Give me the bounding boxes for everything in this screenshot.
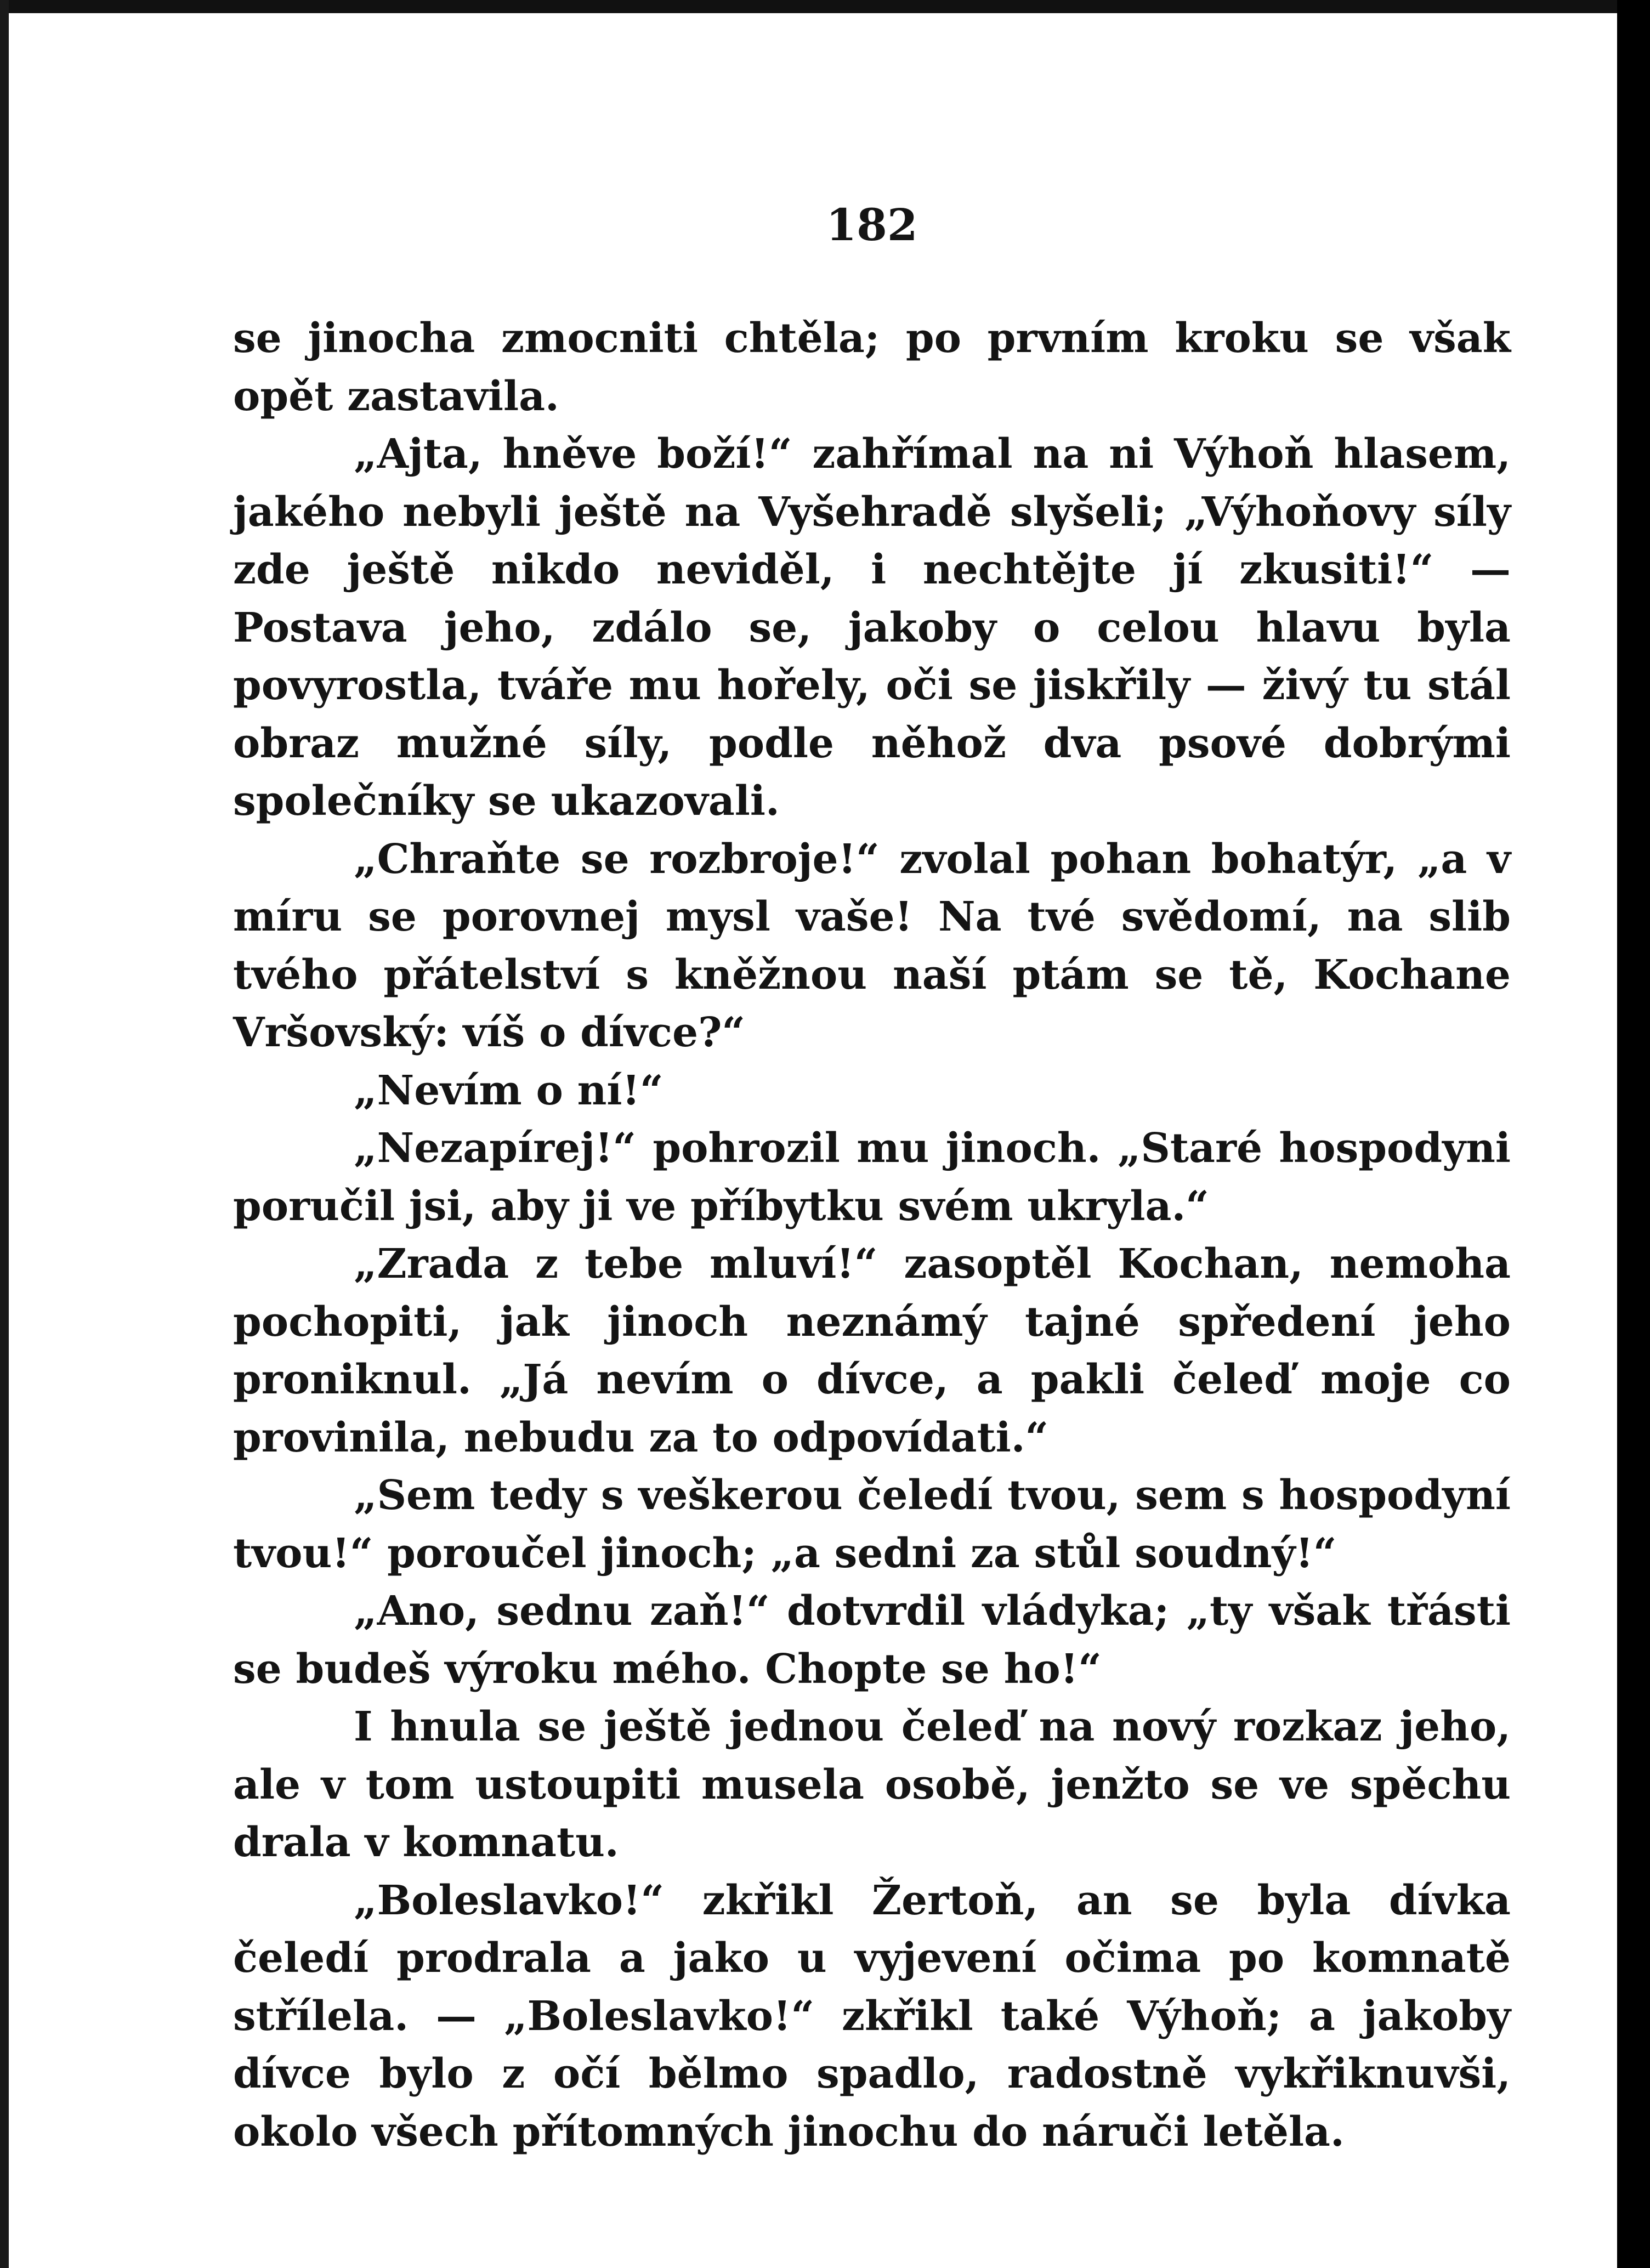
paragraph-5: „Nezapírej!“ pohrozil mu jinoch. „Staré hospodyni poručil jsi, aby ji ve příbytku svém ukryla.“ [233, 1125, 1511, 1230]
paragraph-1: se jinocha zmocniti chtěla; po prvním kroku se však opět zastavila. [233, 315, 1511, 420]
paragraph-2: „Ajta, hněve boží!“ zahřímal na ni Výhoň hlasem, jakého nebyli ještě na Vyšehradě slyšeli; „Výhoňovy síly zde ještě nikdo neviděl, i nechtějte jí zkusiti!“ — Postava jeho, zdálo se, jakoby o celou hlavu byla povyrostla, tváře mu hořely, oči se jiskřily — živý tu stál obraz mužné síly, podle něhož dva psové dobrými společníky se ukazovali. [233, 430, 1511, 825]
scan-border-right [1617, 0, 1650, 2268]
paragraph-4: „Nevím o ní!“ [354, 1067, 664, 1114]
book-page [233, 197, 1511, 2161]
paragraph-6: „Zrada z tebe mluví!“ zasoptěl Kochan, nemoha pochopiti, jak jinoch neznámý tajné spředení jeho proniknul. „Já nevím o dívce, a pakli čeleď moje co provinila, nebudu za to odpovídati.“ [233, 1240, 1511, 1461]
scan-border-top [0, 0, 1650, 13]
paragraph-3: „Chraňte se rozbroje!“ zvolal pohan bohatýr, „a v míru se porovnej mysl vaše! Na tvé svědomí, na slib tvého přátelství s kněžnou naší ptám se tě, Kochane Vršovský: víš o dívce?“ [233, 835, 1511, 1056]
paragraph-9: I hnula se ještě jednou čeleď na nový rozkaz jeho, ale v tom ustoupiti musela osobě, jenžto se ve spěchu drala v komnatu. [233, 1703, 1511, 1866]
paragraph-10: „Boleslavko!“ zkřikl Žertoň, an se byla dívka čeledí prodrala a jako u vyjevení očima po komnatě střílela. — „Boleslavko!“ zkřikl také Výhoň; a jakoby dívce bylo z očí bělmo spadlo, radostně vykřiknuvši, okolo všech přítomných jinochu do náruči letěla. [233, 1876, 1511, 2156]
paragraph-8: „Ano, sednu zaň!“ dotvrdil vládyka; „ty však třásti se budeš výroku mého. Chopte se ho!“ [233, 1587, 1511, 1693]
scan-border-left [0, 0, 9, 2268]
paragraph-7: „Sem tedy s veškerou čeledí tvou, sem s hospodyní tvou!“ poroučel jinoch; „a sedni za stůl soudný!“ [233, 1472, 1511, 1577]
page-number: 182 [826, 199, 918, 251]
